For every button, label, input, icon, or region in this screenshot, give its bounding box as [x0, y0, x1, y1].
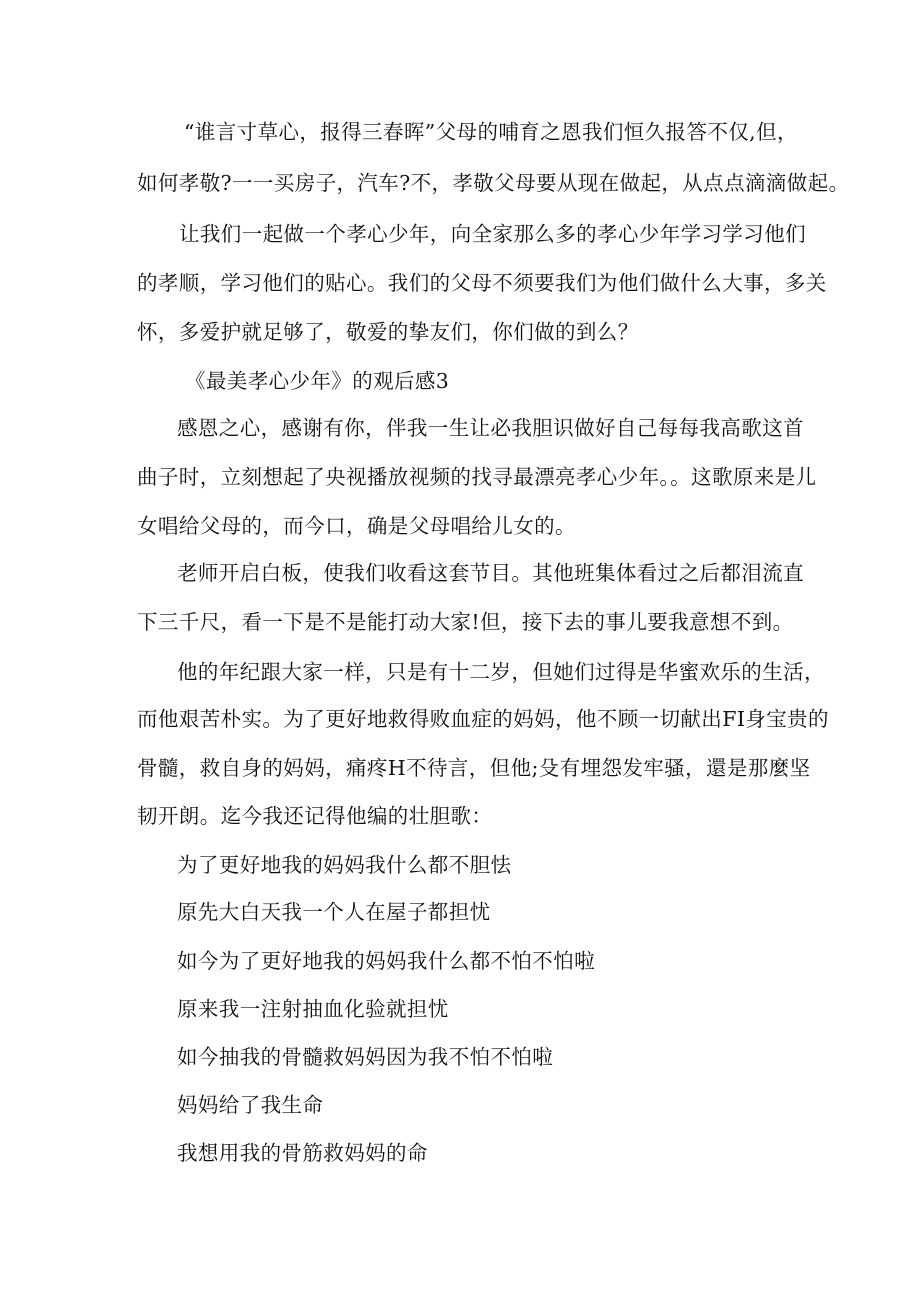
paragraph-line: 如何孝敬?一一买房子，汽车?不，孝敬父母要从现在做起，从点点滴滴做起。 [137, 171, 850, 195]
paragraph-line: 他的年纪跟大家一样，只是有十二岁，但她们过得是华蜜欢乐的生活， [177, 660, 825, 684]
paragraph-line: 曲子时，立刻想起了央视播放视频的找寻最漂亮孝心少年。。这歌原来是儿 [137, 465, 817, 489]
section-heading: 《最美孝心少年》的观后感3 [185, 369, 450, 393]
paragraph-line: “谁言寸草心，报得三春晖”父母的哺育之恩我们恒久报答不仅,但， [184, 120, 798, 144]
paragraph-line: 韧开朗。迄今我还记得他编的壮胆歌： [137, 804, 493, 828]
paragraph-line: 怀，多爱护就足够了，敬爱的挚友们，你们做的到么？ [137, 320, 639, 344]
paragraph-line: 感恩之心，感谢有你，伴我一生让必我胆识做好自己每每我高歌这首 [177, 416, 804, 440]
paragraph-line: 让我们一起做一个孝心少年，向全家那么多的孝心少年学习学习他们 [179, 222, 806, 246]
song-line: 如今抽我的骨髓救妈妈因为我不怕不怕啦 [177, 1045, 554, 1069]
song-line: 原来我一注射抽血化验就担忧 [177, 997, 449, 1021]
song-line: 我想用我的骨筋救妈妈的命 [177, 1141, 428, 1165]
paragraph-line: 的孝顺，学习他们的贴心。我们的父母不须要我们为他们做什么大事，多关 [137, 271, 827, 295]
paragraph-line: 骨髓，救自身的妈妈，痛疼H不待言，但他;殳有埋怨发牢骚，還是那麼坚 [137, 756, 811, 780]
paragraph-line: 下三千尺，看一下是不是能打动大家!但，接下去的事儿要我意想不到。 [137, 610, 794, 634]
song-line: 妈妈给了我生命 [177, 1093, 324, 1117]
song-line: 原先大白天我一个人在屋子都担忧 [177, 900, 491, 924]
song-line: 为了更好地我的妈妈我什么都不胆怯 [177, 853, 512, 877]
paragraph-line: 老师开启白板，使我们收看这套节目。其他班集体看过之后都泪流直 [177, 561, 804, 585]
song-line: 如今为了更好地我的妈妈我什么都不怕不怕啦 [177, 949, 595, 973]
paragraph-line: 而他艰苦朴实。为了更好地救得败血症的妈妈，他不顾一切献出FI身宝贵的 [137, 707, 829, 731]
paragraph-line: 女唱给父母的，而今口，确是父母唱给儿女的。 [137, 514, 576, 538]
